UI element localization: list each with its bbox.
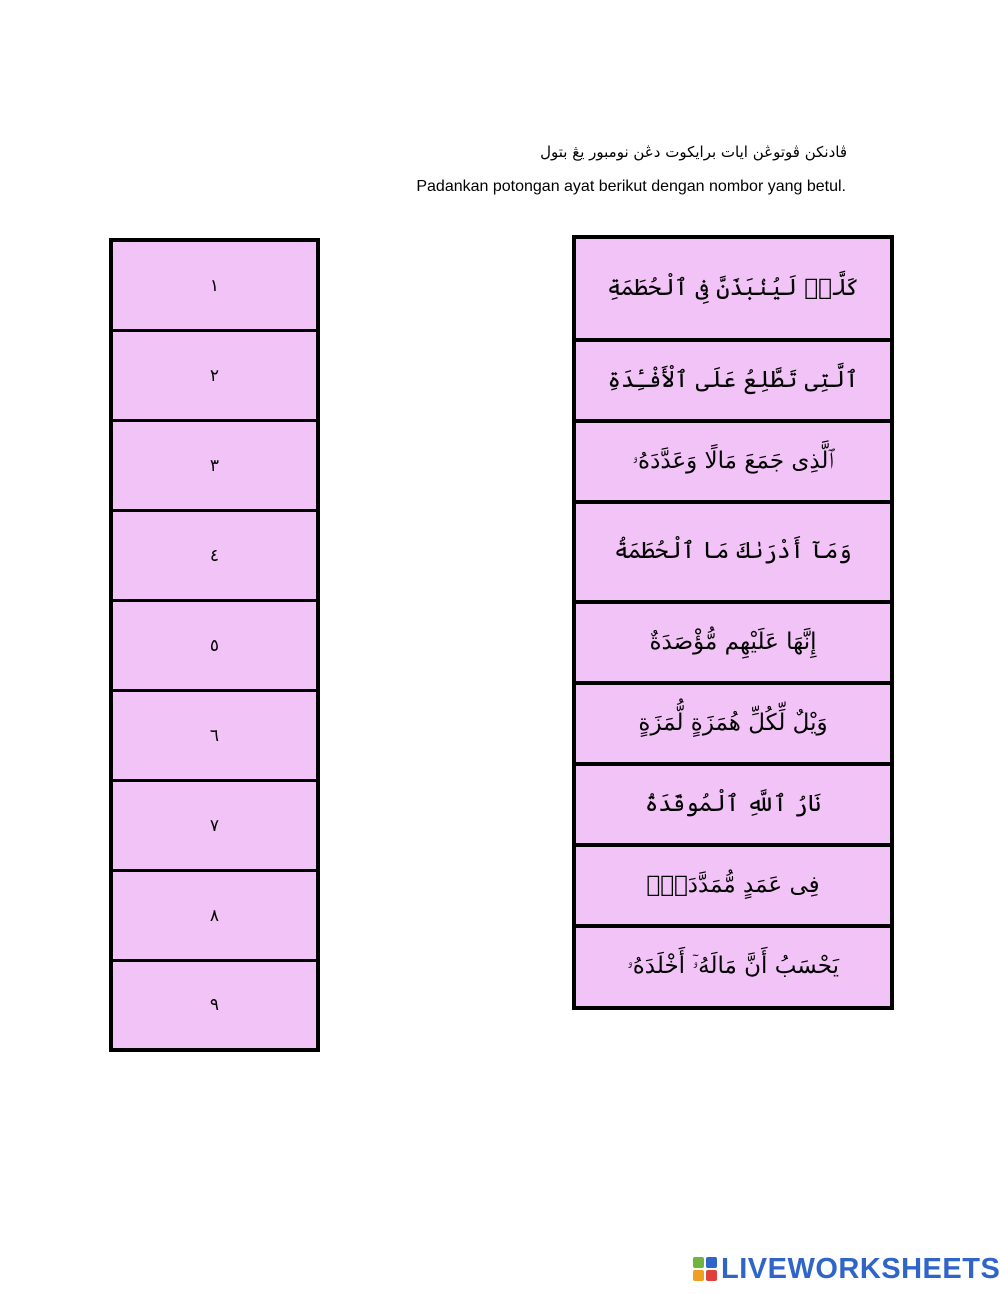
- number-cell[interactable]: ٧: [113, 782, 316, 872]
- ayat-cell[interactable]: وَيْلٌ لِّكُلِّ هُمَزَةٍ لُّمَزَةٍ: [576, 685, 890, 766]
- liveworksheets-brand: [693, 1254, 1000, 1284]
- instruction-latin: Padankan potongan ayat berikut dengan nombor yang betul.: [416, 178, 846, 195]
- brand-name: LIVEWORKSHEETS: [721, 1252, 1000, 1285]
- ayat-cell[interactable]: وَمَآ أَدْرَىٰكَ مَا ٱلْحُطَمَةُ: [576, 504, 890, 604]
- number-cell[interactable]: ٥: [113, 602, 316, 692]
- instruction-jawi: ڤادنكن ڤوتوڠن ايات برايكوت دڠن نومبور يڠ بتول: [540, 143, 847, 161]
- ayat-cell[interactable]: فِى عَمَدٍ مُّمَدَّدَةٍۭ: [576, 847, 890, 928]
- number-cell[interactable]: ٢: [113, 332, 316, 422]
- number-cell[interactable]: ٦: [113, 692, 316, 782]
- ayat-column: [572, 235, 894, 1010]
- liveworksheets-logo-icon: [693, 1257, 717, 1281]
- logo-tile: [706, 1270, 717, 1281]
- number-cell[interactable]: ٩: [209, 995, 220, 1015]
- number-column: [109, 238, 320, 1052]
- number-cell[interactable]: ٨: [113, 872, 316, 962]
- ayat-cell[interactable]: ٱلَّتِى تَطَّلِعُ عَلَى ٱلْأَفْـِٔدَةِ: [576, 342, 890, 423]
- ayat-cell[interactable]: يَحْسَبُ أَنَّ مَالَهُۥٓ أَخْلَدَهُۥ: [626, 953, 840, 980]
- logo-tile: [706, 1257, 717, 1268]
- logo-tile: [693, 1257, 704, 1268]
- number-cell[interactable]: ٣: [113, 422, 316, 512]
- ayat-cell[interactable]: ٱلَّذِى جَمَعَ مَالًا وَعَدَّدَهُۥ: [576, 423, 890, 504]
- ayat-cell[interactable]: نَارُ ٱللَّهِ ٱلْمُوقَدَةُ: [576, 766, 890, 847]
- ayat-cell[interactable]: كَلَّاۖ لَيُنۢبَذَنَّ فِى ٱلْحُطَمَةِ: [576, 239, 890, 342]
- number-cell[interactable]: ١: [113, 242, 316, 332]
- logo-tile: [693, 1270, 704, 1281]
- number-cell[interactable]: ٤: [113, 512, 316, 602]
- ayat-cell[interactable]: إِنَّهَا عَلَيْهِم مُّؤْصَدَةٌ: [576, 604, 890, 685]
